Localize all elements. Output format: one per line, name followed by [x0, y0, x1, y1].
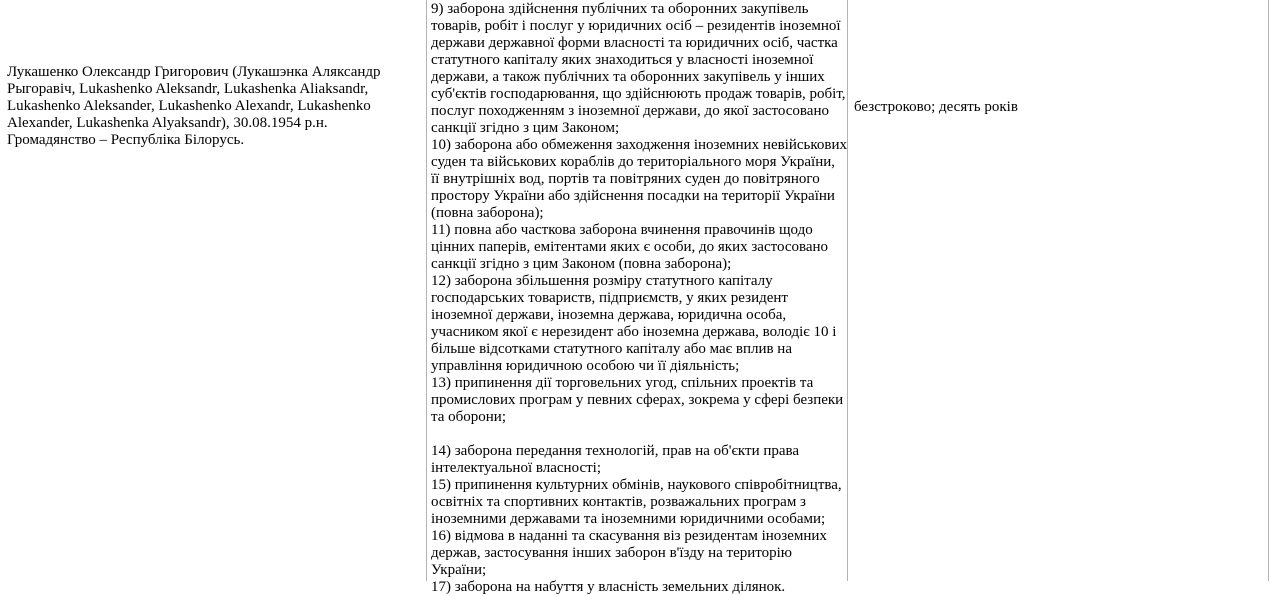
sanction-item: 11) повна або часткова заборона вчинення правочинів щодо цінних паперів, емітентами яких є особи, до яких застосовано санкції згідно з цим Законом (повна заборона); [431, 222, 829, 272]
sanction-item: 10) заборона або обмеження заходження іноземних невійськових суден та військових кораблів до територіального моря України, її внутрішніх вод, портів та повітряних суден до повітряного простору України або здійснення посадки на території України (повна заборона); [431, 137, 848, 221]
sanction-item [431, 426, 847, 443]
sanction-item: 14) заборона передання технологій, прав на об'єкти права інтелектуальної власності; [431, 443, 800, 476]
person-name-aliases: Лукашенко Олександр Григорович (Лукашэнка Аляксандр Рыгоравіч, Lukashenko Aleksandr, Lukashenka Aliaksandr, Lukashenko Aleksander, Lukashenko Alexandr, Lukashenko Alexander, Lukashenka Alyaksandr), 30.08.1954 р.н. [7, 64, 381, 131]
person-citizenship: Громадянство – Республіка Білорусь. [7, 132, 245, 148]
duration-text: безстроково; десять років [854, 99, 1018, 115]
sanction-item: 9) заборона здійснення публічних та оборонних закупівель товарів, робіт і послуг у юридичних осіб – резидентів іноземної держави державної форми власності та юридичних осіб, частка статутного капіталу яких знаходиться у власності іноземної держави, а також публічних та оборонних закупівель у інших суб'єктів господарювання, що здійснюють продаж товарів, робіт, послуг походженням з іноземної держави, до якої застосовано санкції згідно з цим Законом; [431, 1, 846, 136]
sanction-item: 17) заборона на набуття у власність земельних ділянок. [431, 579, 786, 595]
person-cell [0, 0, 426, 581]
duration-cell [848, 0, 1269, 581]
sanction-item: 13) припинення дії торговельних угод, спільних проектів та промислових програм у певних сферах, зокрема у сфері безпеки та оборони; [431, 375, 844, 425]
sanction-item: 12) заборона збільшення розміру статутного капіталу господарських товариств, підприємств, у яких резидент іноземної держави, іноземна держава, юридична особа, учасником якої є нерезидент або іноземна держава, володіє 10 і більше відсотками статутного капіталу або має вплив на управління юридичною особою чи її діяльність; [431, 273, 837, 374]
sanctions-list [431, 1, 847, 596]
sanction-item: 16) відмова в наданні та скасування віз резидентам іноземних держав, застосування інших заборон в'їзду на територію України; [431, 528, 827, 578]
sanctions-cell [426, 0, 848, 595]
sanction-item: 15) припинення культурних обмінів, наукового співробітництва, освітніх та спортивних контактів, розважальних програм з іноземними державами та іноземними юридичними особами; [431, 477, 842, 527]
